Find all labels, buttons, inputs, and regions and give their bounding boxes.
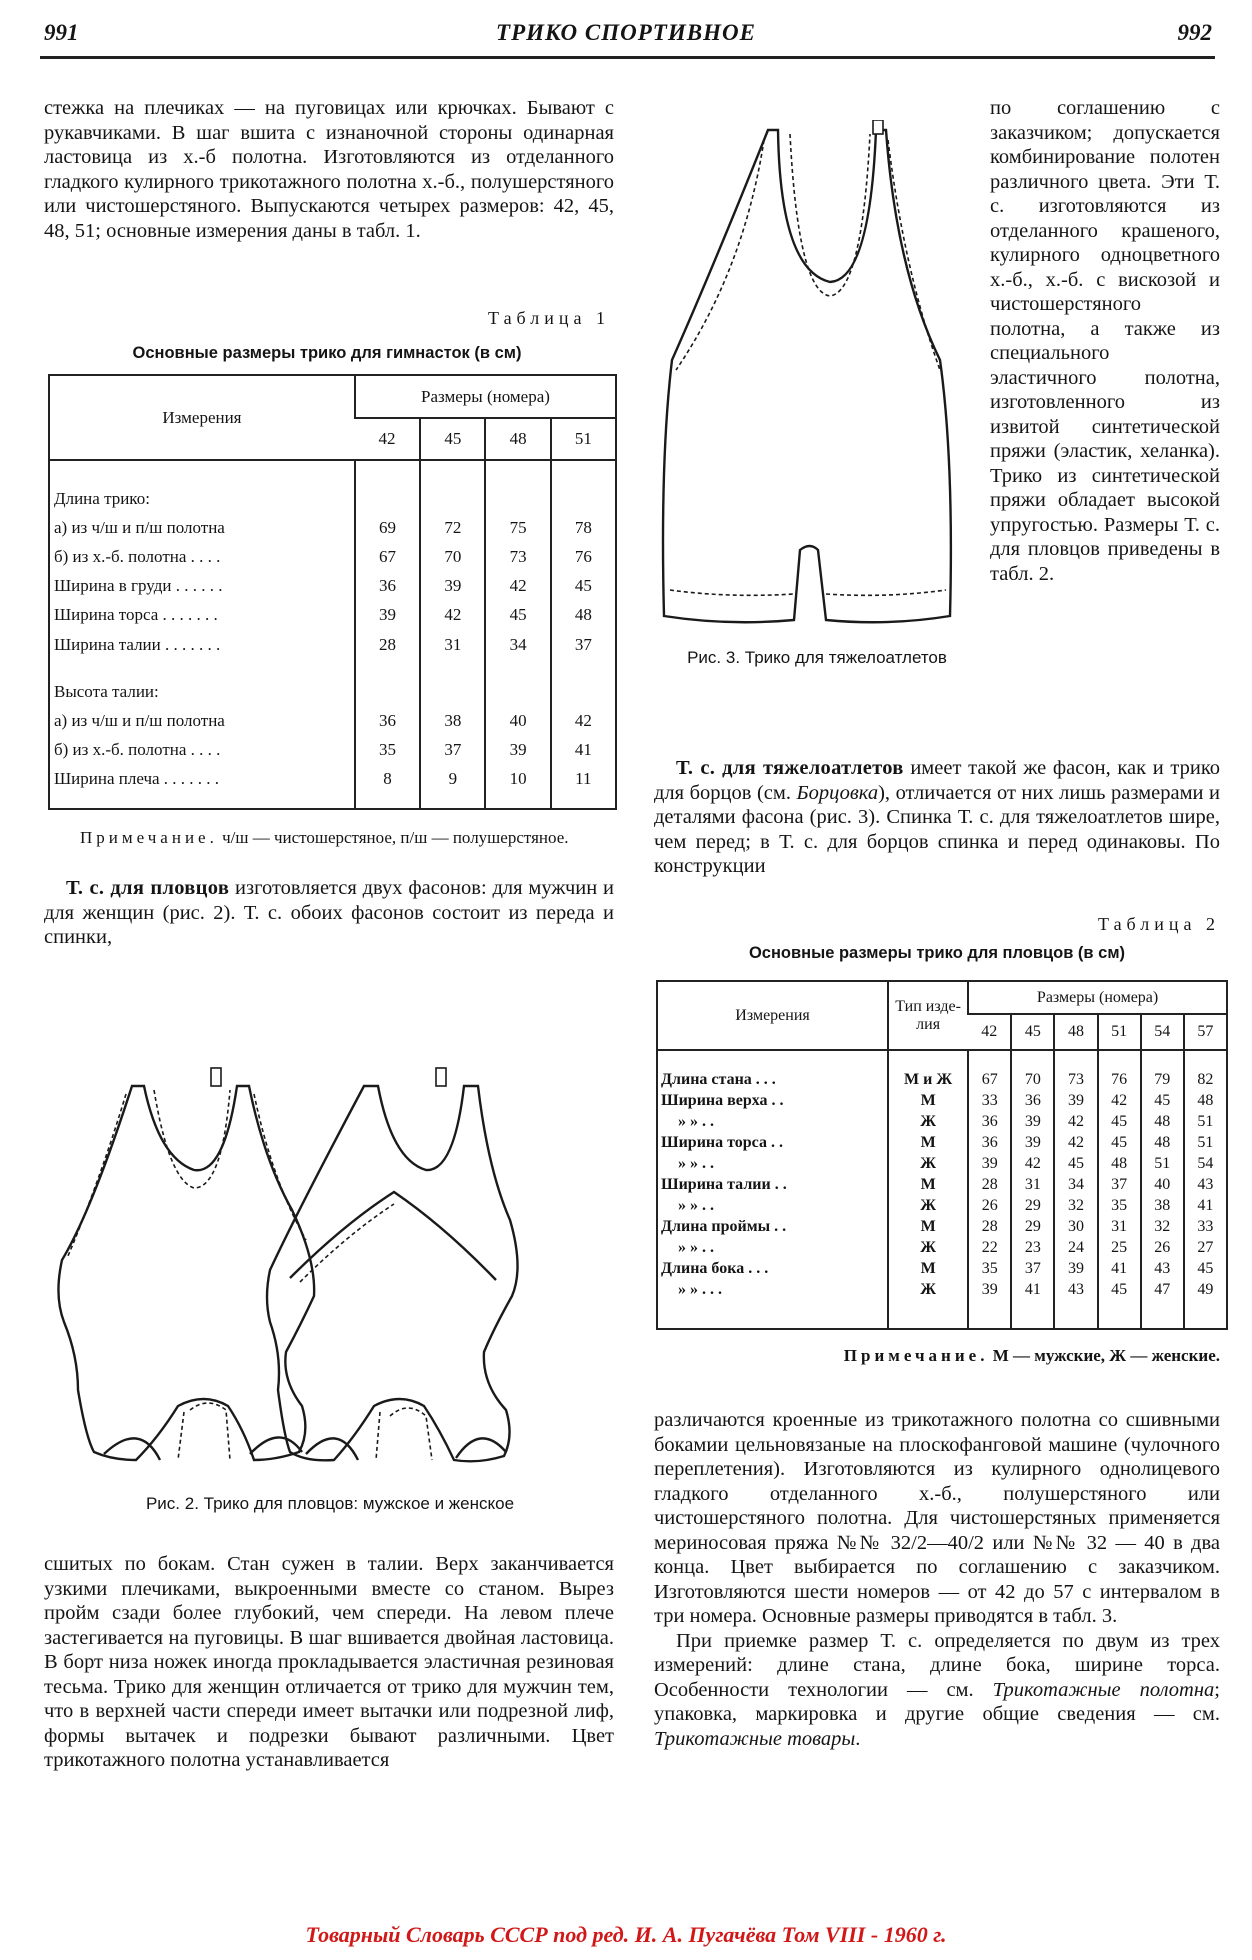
table-row: а) из ч/ш и п/ш полотна 36 38 40 42 [50,706,615,735]
paragraph-text: ; упаковка, маркировка и другие общие сведения — см. [654,1678,1220,1725]
runin-heading: Т. с. для пловцов [66,877,230,899]
table-row: Высота талии: [50,677,615,706]
paragraph-text: изготовляется двух фасонов: для мужчин и для женщин (рис. 2). Т. с. обоих фасонов состоит из переда и спинки, [44,877,614,948]
table-row: » » . . . Ж 39 41 43 45 47 49 [658,1279,1226,1300]
table2-label: Таблица 2 [1098,914,1220,934]
right-side-paragraph [990,96,1220,586]
table2-size-header: 45 [1011,1014,1054,1050]
cross-reference: Трикотажные товары [654,1727,856,1750]
cross-reference: Трикотажные полотна [992,1678,1215,1701]
table1-sizes-header: Размеры (номера) [355,376,615,418]
table1-caption: Основные размеры трико для гимнасток (в см) [132,344,522,362]
paragraph-text: различаются кроенные из трикотажного полотна со сшивными бокамии цельновязаные на плоскофанговой машине (чулочного переплетения). Изготовляются из кулирного однолицевого гладкого отделанного х.-б., полушерстяного или чистошерстяного полотна. Для чистошерстяных применяется мериносовая пряжа №№ 32/2—40/2 или №№ 32 — 40 в два конца. Цвет выбирается по соглашению с заказчиком. Изготовляются шести номеров — от 42 до 57 с интервалом в три номера. Основные размеры приводятся в табл. 3. [654,1409,1220,1627]
table2-type-header: Тип изде-лия [888,982,968,1050]
table1-size-header: 45 [420,418,485,460]
table1-col-header: Измерения [50,376,355,460]
cross-reference: Борцовка [796,781,879,804]
table2-size-header: 48 [1054,1014,1097,1050]
table-row: б) из х.-б. полотна . . . . 35 37 39 41 [50,736,615,765]
page-number-right: 992 [1177,20,1212,45]
note-label: Примечание. [80,828,218,847]
table-row: » » . . Ж 22 23 24 25 26 27 [658,1237,1226,1258]
table-row: Ширина талии . . М 28 31 34 37 40 43 [658,1175,1226,1196]
table2-size-header: 54 [1141,1014,1184,1050]
note-text: ч/ш — чистошерстяное, п/ш — полушерстяное. [217,828,569,847]
source-footer: Товарный Словарь СССР под ред. И. А. Пугачёва Том VIII - 1960 г. [305,1922,947,1947]
table-row: Ширина верха . . М 33 36 39 42 45 48 [658,1091,1226,1112]
table-row: Ширина торса . . М 36 39 42 45 48 51 [658,1133,1226,1154]
table-row: Длина бока . . . М 35 37 39 41 43 45 [658,1258,1226,1279]
paragraph-text: имеет такой же фасон, как и трико для борцов (см. [654,757,1220,804]
table1-note [80,828,614,848]
runin-heading: Т. с. для тяжелоатлетов [676,757,904,779]
table2-size-header: 51 [1098,1014,1141,1050]
table-row: Длина стана . . . М и Ж 67 70 73 76 79 82 [658,1070,1226,1091]
table2-sizes-header: Размеры (номера) [968,982,1226,1014]
table1-size-header: 42 [378,429,396,448]
table-row: б) из х.-б. полотна . . . . 67 70 73 76 [50,542,615,571]
table-row: Ширина в груди . . . . . . 36 39 42 45 [50,572,615,601]
table2-col-header: Измерения [658,982,888,1050]
paragraph-text: по соглашению с заказчиком; допускается комбинирование полотен различного цвета. Эти Т. с. изготовляются из отделанного крашеного, кулирного одноцветного х.-б., х.-б. с вискозой и чистошерстяного полотна, а также из специального эластичного полотна, изготовленного из извитой синтетической пряжи (эластик, хеланка). Трико из синтетической пряжи обладает высокой упругостью. Размеры Т. с. для пловцов приведены в табл. 2. [990,97,1220,585]
figure3-weightlifter-drawing [648,120,966,640]
table-row: Ширина торса . . . . . . . 39 42 45 48 [50,601,615,630]
table-row: » » . . Ж 36 39 42 45 48 51 [658,1112,1226,1133]
paragraph-text: При приемке размер Т. с. определяется по двум из трех измерений: длине стана, длине бока, ширине торса. Особенности технологии — см. [654,1629,1220,1701]
paragraph-text: стежка на плечиках — на пуговицах или крючках. Бывают с рукавчиками. В шаг вшита с изнаночной стороны одинарная ластовица из х.-б полотна. Изготовляются из отделанного гладкого кулирного трикотажного полотна х.-б., полушерстяного или чистошерстяного. Выпускаются четырех размеров: 42, 45, 48, 51; основные измерения даны в табл. 1. [44,97,614,242]
page-number-left: 991 [44,20,79,45]
left-bottom-paragraph [44,1552,614,1773]
table-row: Длина проймы . . М 28 29 30 31 32 33 [658,1216,1226,1237]
last-paragraph [654,1629,1220,1752]
header-rule [40,56,1215,59]
table-row: Ширина плеча . . . . . . . 8 9 10 11 [50,765,615,794]
figure3-caption: Рис. 3. Трико для тяжелоатлетов [687,648,947,667]
table-row: » » . . Ж 26 29 32 35 38 41 [658,1195,1226,1216]
weightlifters-paragraph [654,756,1220,879]
paragraph-text: ), отличается от них лишь размерами и деталями фасона (рис. 3). Спинка Т. с. для тяжелоатлетов шире, чем перед; в Т. с. для борцов спинка и перед одинаковы. По конструкции [654,781,1220,877]
table2-caption: Основные размеры трико для пловцов (в см) [748,944,1126,962]
table2-note [654,1346,1220,1366]
figure2-caption: Рис. 2. Трико для пловцов: мужское и женское [145,1494,515,1513]
note-text: М — мужские, Ж — женские. [988,1346,1220,1365]
paragraph-text: . [855,1727,861,1750]
note-label: Примечание. [843,1346,989,1365]
table-row: а) из ч/ш и п/ш полотна 69 72 75 78 [50,513,615,542]
running-title: ТРИКО СПОРТИВНОЕ [496,20,756,45]
table1-size-header: 51 [551,418,615,460]
table-row: Длина трико: [50,484,615,513]
table1-label: Таблица 1 [488,308,610,328]
table2-size-header: 57 [1184,1014,1226,1050]
left-top-paragraph [44,96,614,243]
table-row: » » . . Ж 39 42 45 48 51 54 [658,1154,1226,1175]
table2-size-header: 42 [981,1023,998,1040]
paragraph-text: сшитых по бокам. Стан сужен в талии. Верх заканчивается узкими плечиками, выкроенными вместе со станом. Вырез пройм сзади более глубокий, чем спереди. На левом плече застегивается на пуговицы. В шаг вшивается двойная ластовица. В борт низа ножек иногда прокладывается эластичная резиновая тесьма. Трико для женщин отличается от трико для мужчин тем, что в верхней части спереди имеет вытачки или подрезной лиф, формы вытачек и подрезки бывают различными. Цвет трикотажного полотна устанавливается [44,1553,614,1771]
right-bottom-paragraph [654,1408,1220,1751]
table2 [656,980,1228,1330]
swimmers-paragraph [44,876,614,950]
table-row: Ширина талии . . . . . . . 28 31 34 37 [50,630,615,659]
table1 [48,374,617,810]
figure2-swimsuits-drawing [44,1060,616,1480]
table1-size-header: 48 [485,418,550,460]
